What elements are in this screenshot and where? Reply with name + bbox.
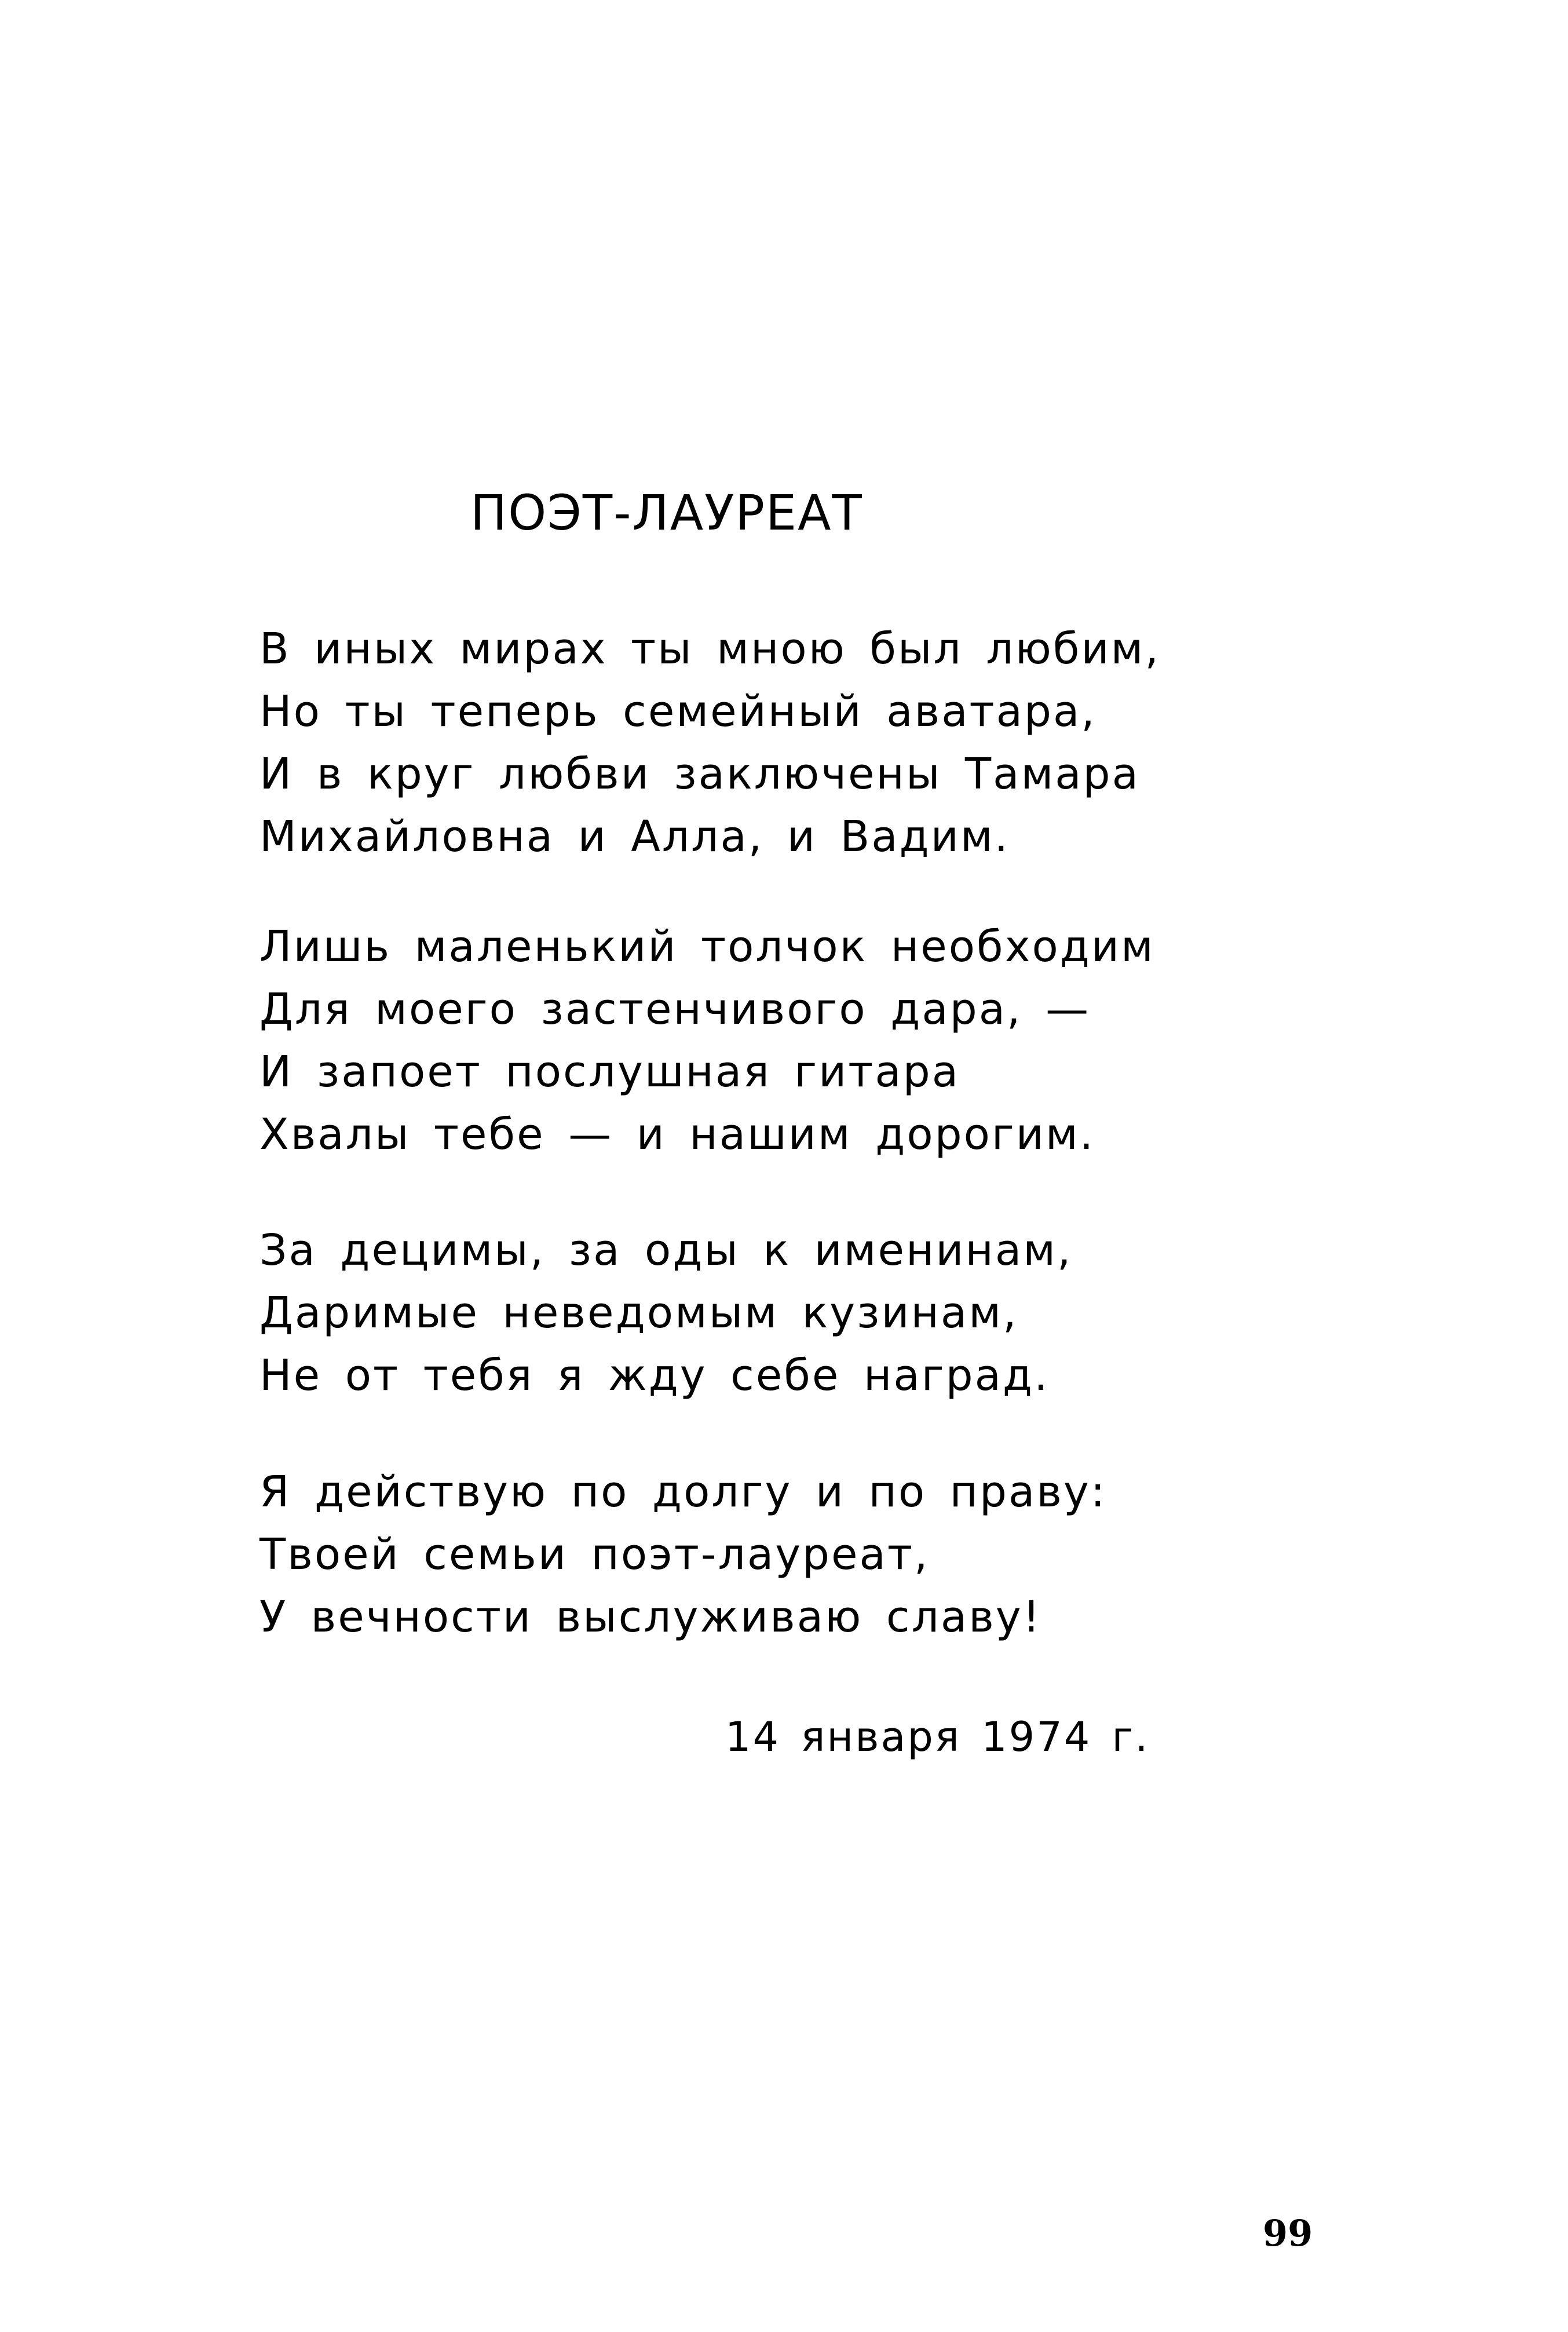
page-number: 99 <box>1263 2212 1313 2254</box>
poem-date: 14 января 1974 г. <box>725 1713 1150 1761</box>
verse-line: Не от тебя я жду себе наград. <box>259 1351 1050 1400</box>
stanza-3 <box>259 1219 1073 1407</box>
stanza-2 <box>259 915 1155 1166</box>
verse-line: Для моего застенчивого дара, — <box>259 984 1091 1034</box>
verse-line: Твоей семьи поэт-лауреат, <box>259 1530 930 1579</box>
verse-line: Даримые неведомым кузинам, <box>259 1288 1018 1338</box>
verse-line: И в круг любви заключены Тамара <box>259 749 1140 799</box>
verse-line: За децимы, за оды к именинам, <box>259 1225 1073 1275</box>
verse-line: Но ты теперь семейный аватара, <box>259 687 1096 736</box>
stanza-4 <box>259 1461 1107 1648</box>
verse-line: Хвалы тебе — и нашим дорогим. <box>259 1110 1095 1159</box>
verse-line: Лишь маленький толчок необходим <box>259 922 1155 972</box>
verse-line: Михайловна и Алла, и Вадим. <box>259 812 1010 862</box>
stanza-1 <box>259 618 1160 868</box>
verse-line: Я действую по долгу и по праву: <box>259 1467 1107 1517</box>
verse-line: У вечности выслуживаю славу! <box>259 1592 1042 1642</box>
verse-line: В иных мирах ты мною был любим, <box>259 624 1160 674</box>
poem-title: ПОЭТ-ЛАУРЕАТ <box>470 484 863 541</box>
verse-line: И запоет послушная гитара <box>259 1047 960 1097</box>
